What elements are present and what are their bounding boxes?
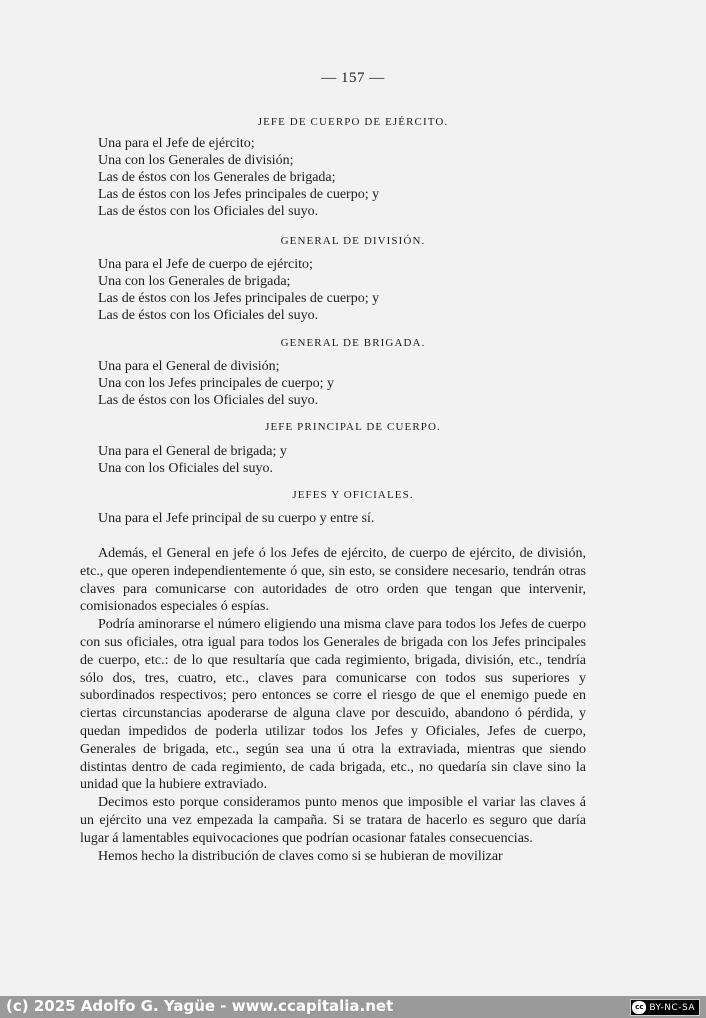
section-list-jefes-oficiales [98,510,618,527]
list-line: Las de éstos con los Oficiales del suyo. [98,308,319,323]
license-badge [630,999,700,1016]
list-line: Una para el Jefe de ejército; [98,136,255,151]
list-line: Las de éstos con los Oficiales del suyo. [98,393,319,408]
creative-commons-icon: cc [632,1001,646,1014]
list-line: Una con los Jefes principales de cuerpo; y [98,376,334,391]
section-list-jefe-cuerpo-ejercito [98,135,618,220]
section-heading-jefes-oficiales: JEFES Y OFICIALES. [292,489,414,501]
list-line: Las de éstos con los Jefes principales de cuerpo; y [98,291,380,306]
list-line: Una con los Generales de división; [98,153,294,168]
section-list-general-brigada [98,358,618,409]
paragraph: Además, el General en jefe ó los Jefes de ejército, de cuerpo de ejército, de división, etc., que operen independientemente ó que, sin esto, se considere necesario, tendrán otras claves para comunicarse con autoridades de otro orden que tengan que intervenir, comisionados especiales ó espías. [80,546,586,615]
copyright-footer [0,996,706,1018]
list-line: Una con los Oficiales del suyo. [98,461,273,476]
copyright-text: (c) 2025 Adolfo G. Yagüe - www.ccapitalia.net [6,997,394,1015]
list-line: Una con los Generales de brigada; [98,274,291,289]
section-heading-jefe-principal-cuerpo: JEFE PRINCIPAL DE CUERPO. [265,421,441,433]
section-heading-general-brigada: GENERAL DE BRIGADA. [280,337,426,349]
paragraph: Hemos hecho la distribución de claves como si se hubieran de movilizar [98,848,503,864]
section-list-jefe-principal-cuerpo [98,443,618,477]
section-heading-general-division: GENERAL DE DIVISIÓN. [280,235,426,247]
list-line: Las de éstos con los Jefes principales de cuerpo; y [98,187,380,202]
list-line: Una para el Jefe de cuerpo de ejército; [98,257,313,272]
paragraph: Decimos esto porque consideramos punto menos que imposible el variar las claves á un ejército una vez empezada la campaña. Si se tratara de hacerlo es seguro que daría lugar á lamentables equivocaciones que podrían ocasionar fatales consecuencias. [80,795,586,846]
license-text: BY-NC-SA [649,1002,695,1013]
section-heading-jefe-cuerpo-ejercito: JEFE DE CUERPO DE EJÉRCITO. [257,116,449,128]
list-line: Una para el General de división; [98,359,280,374]
body-text [80,545,586,865]
list-line: Una para el Jefe principal de su cuerpo y entre sí. [98,511,375,526]
list-line: Una para el General de brigada; y [98,444,287,459]
page-number: — 157 — [321,70,385,86]
list-line: Las de éstos con los Oficiales del suyo. [98,204,319,219]
list-line: Las de éstos con los Generales de brigada; [98,170,336,185]
section-list-general-division [98,256,618,324]
paragraph: Podría aminorarse el número eligiendo una misma clave para todos los Jefes de cuerpo con sus oficiales, otra igual para todos los Generales de brigada con los Jefes principales de cuerpo, etc.: de lo que resultaría que cada regimiento, brigada, división, etc., tendría sólo dos, tres, cuatro, etc., claves para comunicarse con todos sus superiores y subordinados respectivos; pero entonces se corre el riesgo de que el enemigo puede en ciertas circunstancias apoderarse de alguna clave por descuido, abandono ó pérdida, y quedan impedidos de poderla utilizar todos los Jefes y Oficiales, Jefes de cuerpo, Generales de brigada, etc., según sea una ú otra la extraviada, mientras que siendo distintas dentro de cada regimiento, de cada brigada, etc., no quedaría sin clave sino la unidad que la hubiere extraviado. [80,617,586,793]
